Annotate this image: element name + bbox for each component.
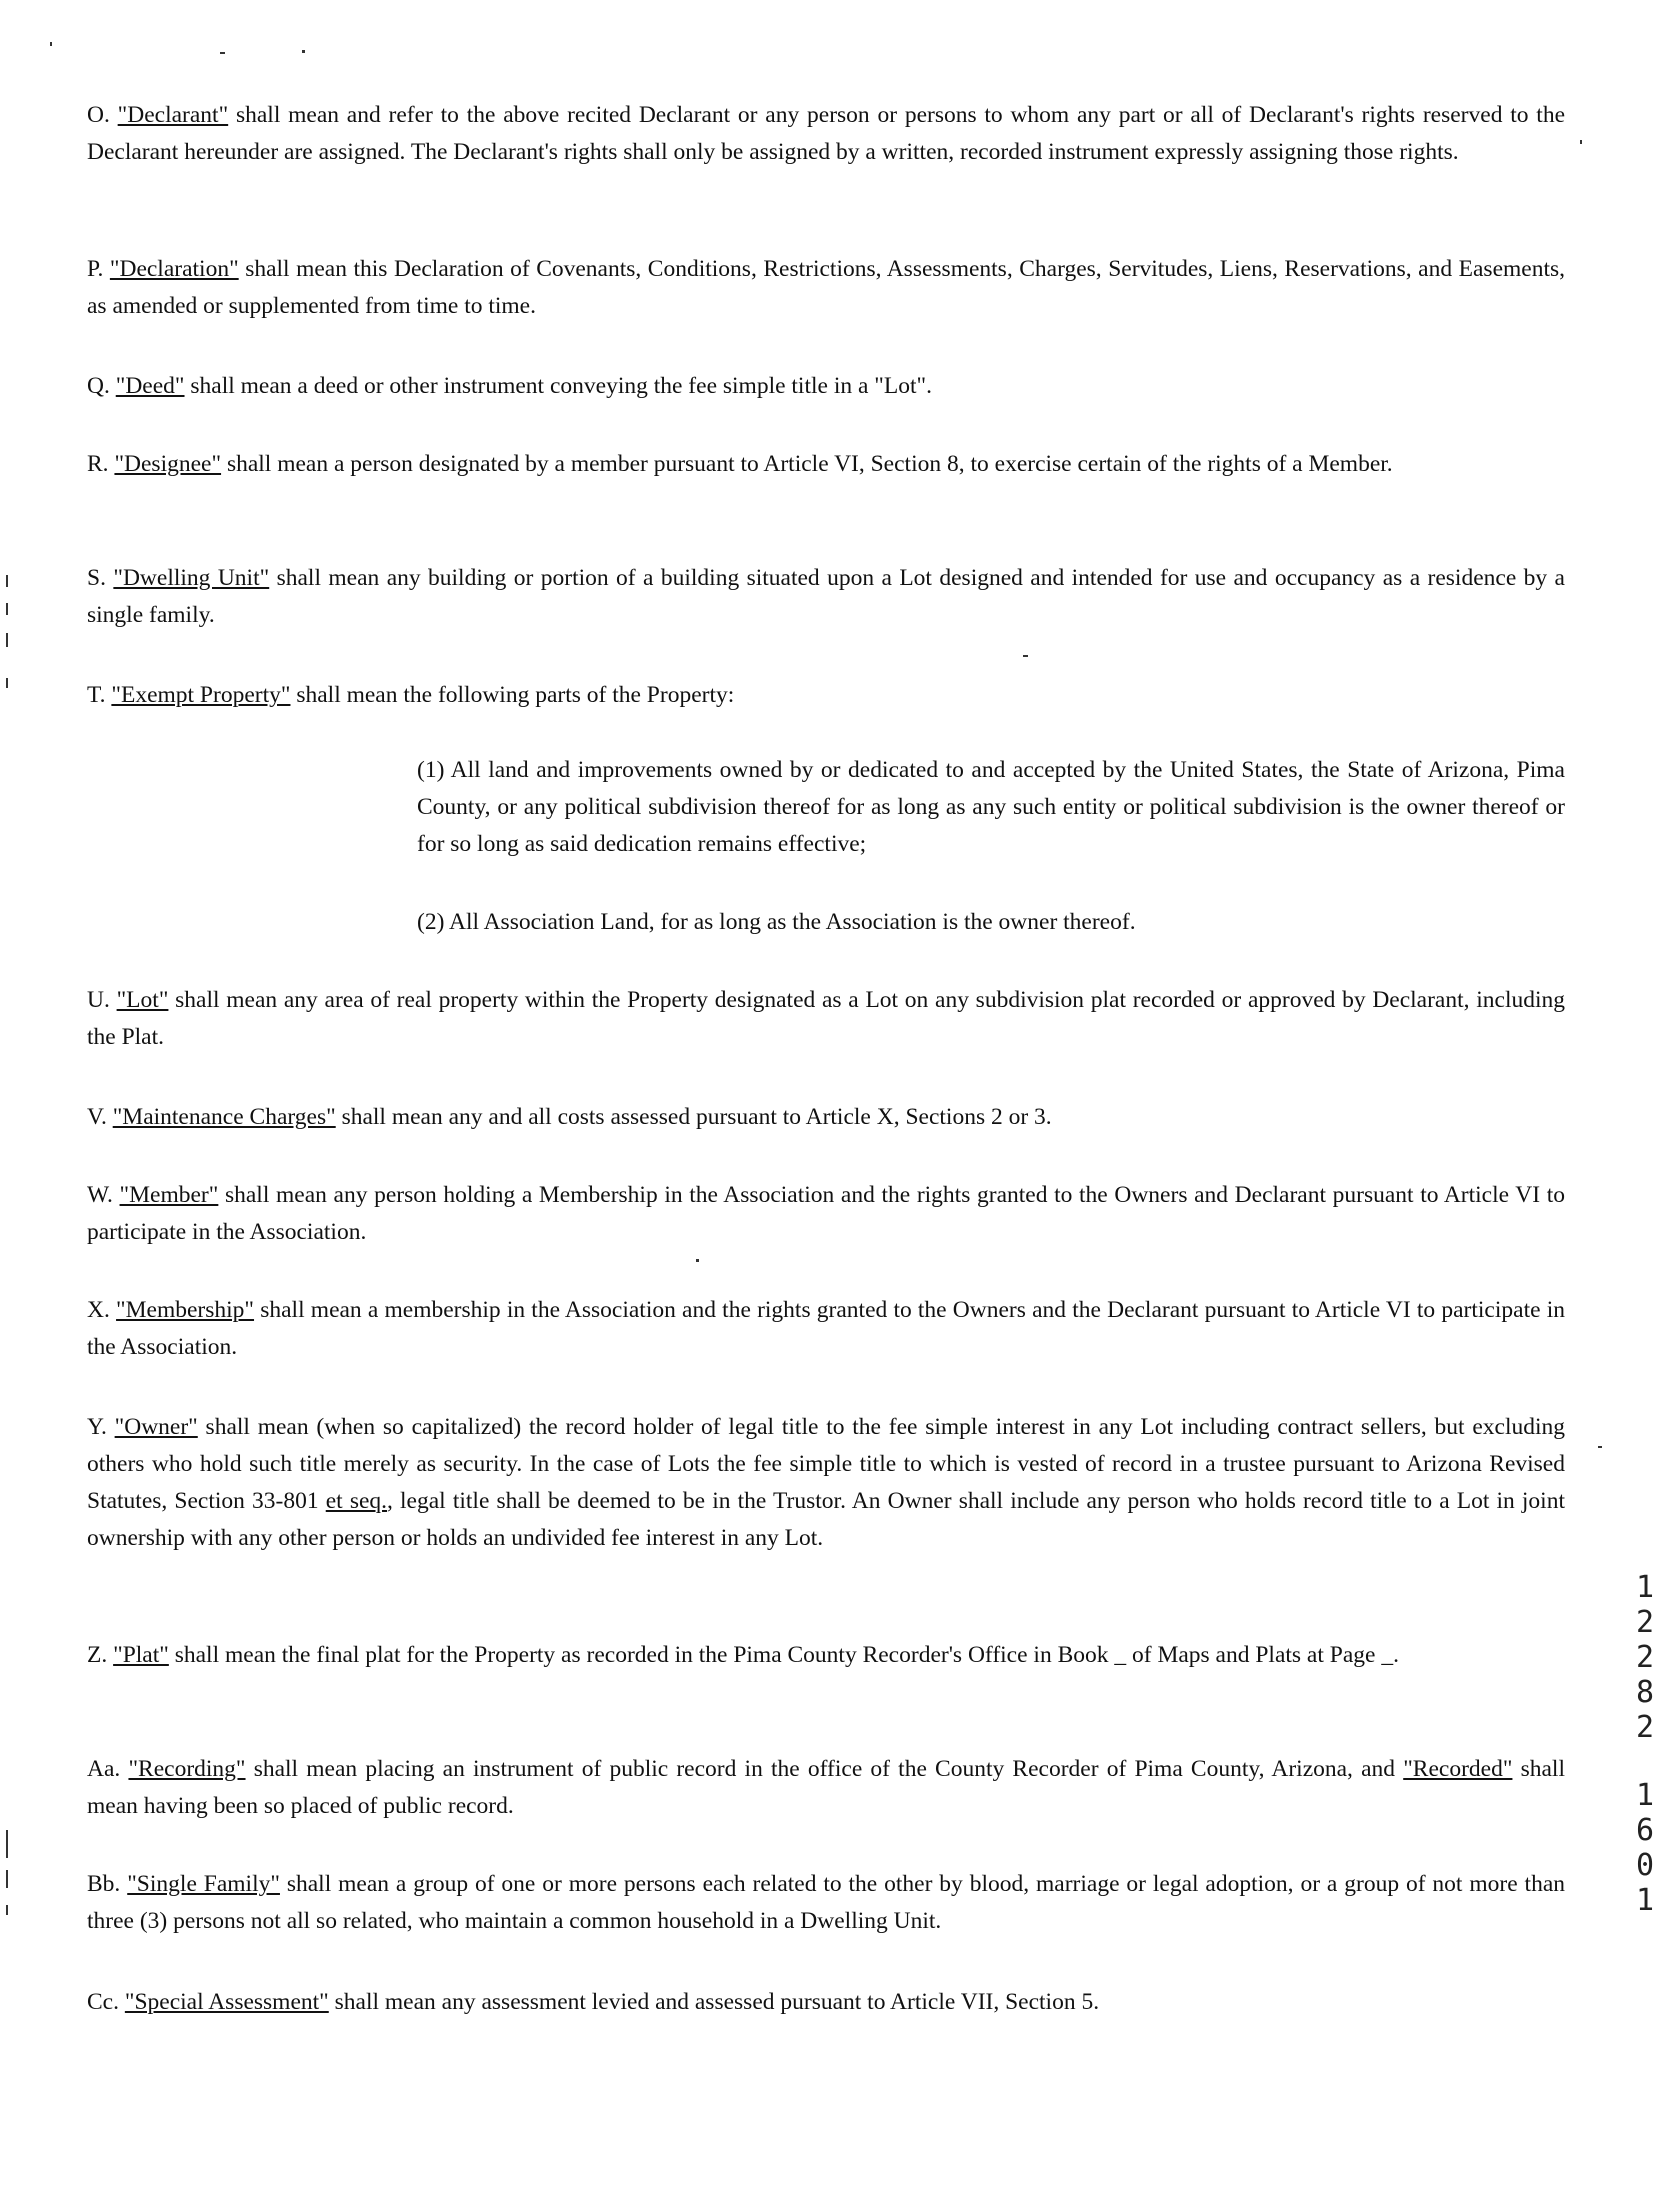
stamp-digit: 8 [1635, 1675, 1655, 1710]
definition-text: shall mean any person holding a Membership in the Association and the rights granted to the Owners and Declarant pursuant to Article VI to participate in the Association. [87, 1182, 1566, 1245]
defined-term: "Deed" [115, 373, 185, 399]
definition-single-family [87, 1866, 1565, 1940]
defined-term: "Designee" [114, 451, 222, 477]
scan-speck [1580, 140, 1582, 144]
stamp-digit: 1 [1635, 1883, 1655, 1918]
scan-speck [6, 1870, 8, 1888]
defined-term: "Declaration" [109, 256, 239, 282]
definition-letter: X. [87, 1297, 110, 1323]
definition-letter: Bb. [87, 1871, 121, 1897]
definition-recording [87, 1751, 1565, 1825]
definition-text: shall mean the final plat for the Property as recorded in the Pima County Recorder's Office in Book _ of Maps and Plats at Page _. [168, 1642, 1399, 1668]
stamp-digit: 1 [1635, 1778, 1655, 1813]
definition-text: shall mean and refer to the above recited Declarant or any person or persons to whom any part or all of Declarant's rights reserved to the Declarant hereunder are assigned. The Declarant's rights shall only be assigned by a written, recorded instrument expressly assigning those rights. [87, 102, 1566, 165]
definition-lot [87, 982, 1565, 1056]
scan-speck [6, 678, 8, 688]
scan-speck [1598, 1446, 1602, 1448]
defined-term: "Special Assessment" [124, 1989, 329, 2015]
defined-term: "Exempt Property" [111, 682, 291, 708]
defined-term: "Recording" [128, 1756, 246, 1782]
definition-maintenance-charges [87, 1099, 1565, 1136]
definition-letter: Aa. [87, 1756, 121, 1782]
definition-letter: V. [87, 1104, 107, 1130]
stamp-digit: 2 [1635, 1605, 1655, 1640]
definition-text: shall mean (when so capitalized) the record holder of legal title to the fee simple interest in any Lot including contract sellers, but excluding others who hold such title merely as security. In the case of Lots the fee simple title to which is vested of record in a trustee pursuant to Arizona Revised Statutes, Section 33-801 [87, 1414, 1565, 1514]
definition-declarant [87, 97, 1565, 171]
defined-term: "Plat" [113, 1642, 169, 1668]
scan-speck [220, 52, 225, 54]
scan-speck [6, 633, 8, 647]
defined-term: "Dwelling Unit" [113, 565, 270, 591]
scan-speck [6, 603, 8, 615]
definition-letter: U. [87, 987, 110, 1013]
scan-speck [302, 50, 305, 53]
scan-speck [6, 1830, 8, 1858]
defined-term: "Membership" [116, 1297, 255, 1323]
exempt-property-item-2: (2) All Association Land, for as long as the Association is the owner thereof. [417, 909, 1136, 935]
definition-text: shall mean any area of real property within the Property designated as a Lot on any subdivision plat recorded or approved by Declarant, including the Plat. [87, 987, 1566, 1050]
definition-text-continued: , legal title shall be deemed to be in the Trustor. An Owner shall include any person who holds record title to a Lot in joint ownership with any other person or holds an undivided fee interest in any Lot. [87, 1488, 1565, 1551]
defined-term: "Owner" [114, 1414, 198, 1440]
definition-text: shall mean placing an instrument of public record in the office of the County Recorder of Pima County, Arizona, and [245, 1756, 1404, 1782]
defined-term-recorded: "Recorded" [1403, 1756, 1513, 1782]
definition-special-assessment [87, 1984, 1565, 2021]
definition-letter: R. [87, 451, 109, 477]
definition-letter: P. [87, 256, 104, 282]
scan-speck [6, 575, 8, 587]
definition-letter: T. [87, 682, 106, 708]
defined-term: "Lot" [116, 987, 169, 1013]
definition-exempt-property [87, 677, 1565, 714]
stamp-digit: 2 [1635, 1710, 1655, 1745]
definition-declaration [87, 251, 1565, 325]
defined-term: "Member" [119, 1182, 219, 1208]
stamp-digit: 0 [1635, 1848, 1655, 1883]
definition-text: shall mean any building or portion of a building situated upon a Lot designed and intended for use and occupancy as a residence by a single family. [87, 565, 1565, 628]
defined-term: "Declarant" [117, 102, 229, 128]
definition-text: shall mean a deed or other instrument conveying the fee simple title in a "Lot". [184, 373, 932, 399]
defined-term: "Maintenance Charges" [112, 1104, 336, 1130]
defined-term: "Single Family" [127, 1871, 280, 1897]
definition-designee [87, 446, 1565, 483]
definition-text: shall mean the following parts of the Property: [290, 682, 735, 708]
recording-stamp-book [1630, 1570, 1660, 1745]
definition-deed [87, 368, 1565, 405]
definition-letter: Q. [87, 373, 110, 399]
scan-speck [6, 1905, 8, 1915]
definition-member [87, 1177, 1565, 1251]
definition-text: shall mean a person designated by a member pursuant to Article VI, Section 8, to exercise certain of the rights of a Member. [221, 451, 1393, 477]
definition-dwelling-unit [87, 560, 1565, 634]
definition-text: shall mean any assessment levied and assessed pursuant to Article VII, Section 5. [328, 1989, 1100, 2015]
definition-letter: O. [87, 102, 110, 128]
definition-text: shall mean a membership in the Association and the rights granted to the Owners and the Declarant pursuant to Article VI to participate in the Association. [87, 1297, 1565, 1360]
scan-speck [696, 1259, 699, 1262]
recording-stamp-page [1630, 1778, 1660, 1918]
definition-letter: Z. [87, 1642, 108, 1668]
definition-plat [87, 1637, 1565, 1674]
definition-owner [87, 1409, 1565, 1557]
stamp-digit: 2 [1635, 1640, 1655, 1675]
stamp-digit: 1 [1635, 1570, 1655, 1605]
exempt-property-item-1: (1) All land and improvements owned by or dedicated to and accepted by the United States, the State of Arizona, Pima County, or any political subdivision thereof for as long as any such entity or political subdivision is the owner thereof or for so long as said dedication remains effective; [417, 757, 1565, 857]
scan-speck [1023, 655, 1028, 657]
definition-text: shall mean any and all costs assessed pursuant to Article X, Sections 2 or 3. [335, 1104, 1052, 1130]
definition-letter: Y. [87, 1414, 107, 1440]
citation-et-seq: et seq. [325, 1488, 388, 1514]
definition-text: shall mean this Declaration of Covenants, Conditions, Restrictions, Assessments, Charges, Servitudes, Liens, Reservations, and Easements, as amended or supplemented from time to time. [87, 256, 1566, 319]
definition-letter: S. [87, 565, 106, 591]
definition-letter: Cc. [87, 1989, 119, 2015]
definition-text: shall mean a group of one or more persons each related to the other by blood, marriage or legal adoption, or a group of not more than three (3) persons not all so related, who maintain a common household in a Dwelling Unit. [87, 1871, 1565, 1934]
definition-text-continued: shall mean having been so placed of public record. [87, 1756, 1565, 1819]
scan-speck [50, 42, 52, 46]
definition-membership [87, 1292, 1565, 1366]
stamp-digit: 6 [1635, 1813, 1655, 1848]
definition-letter: W. [87, 1182, 113, 1208]
